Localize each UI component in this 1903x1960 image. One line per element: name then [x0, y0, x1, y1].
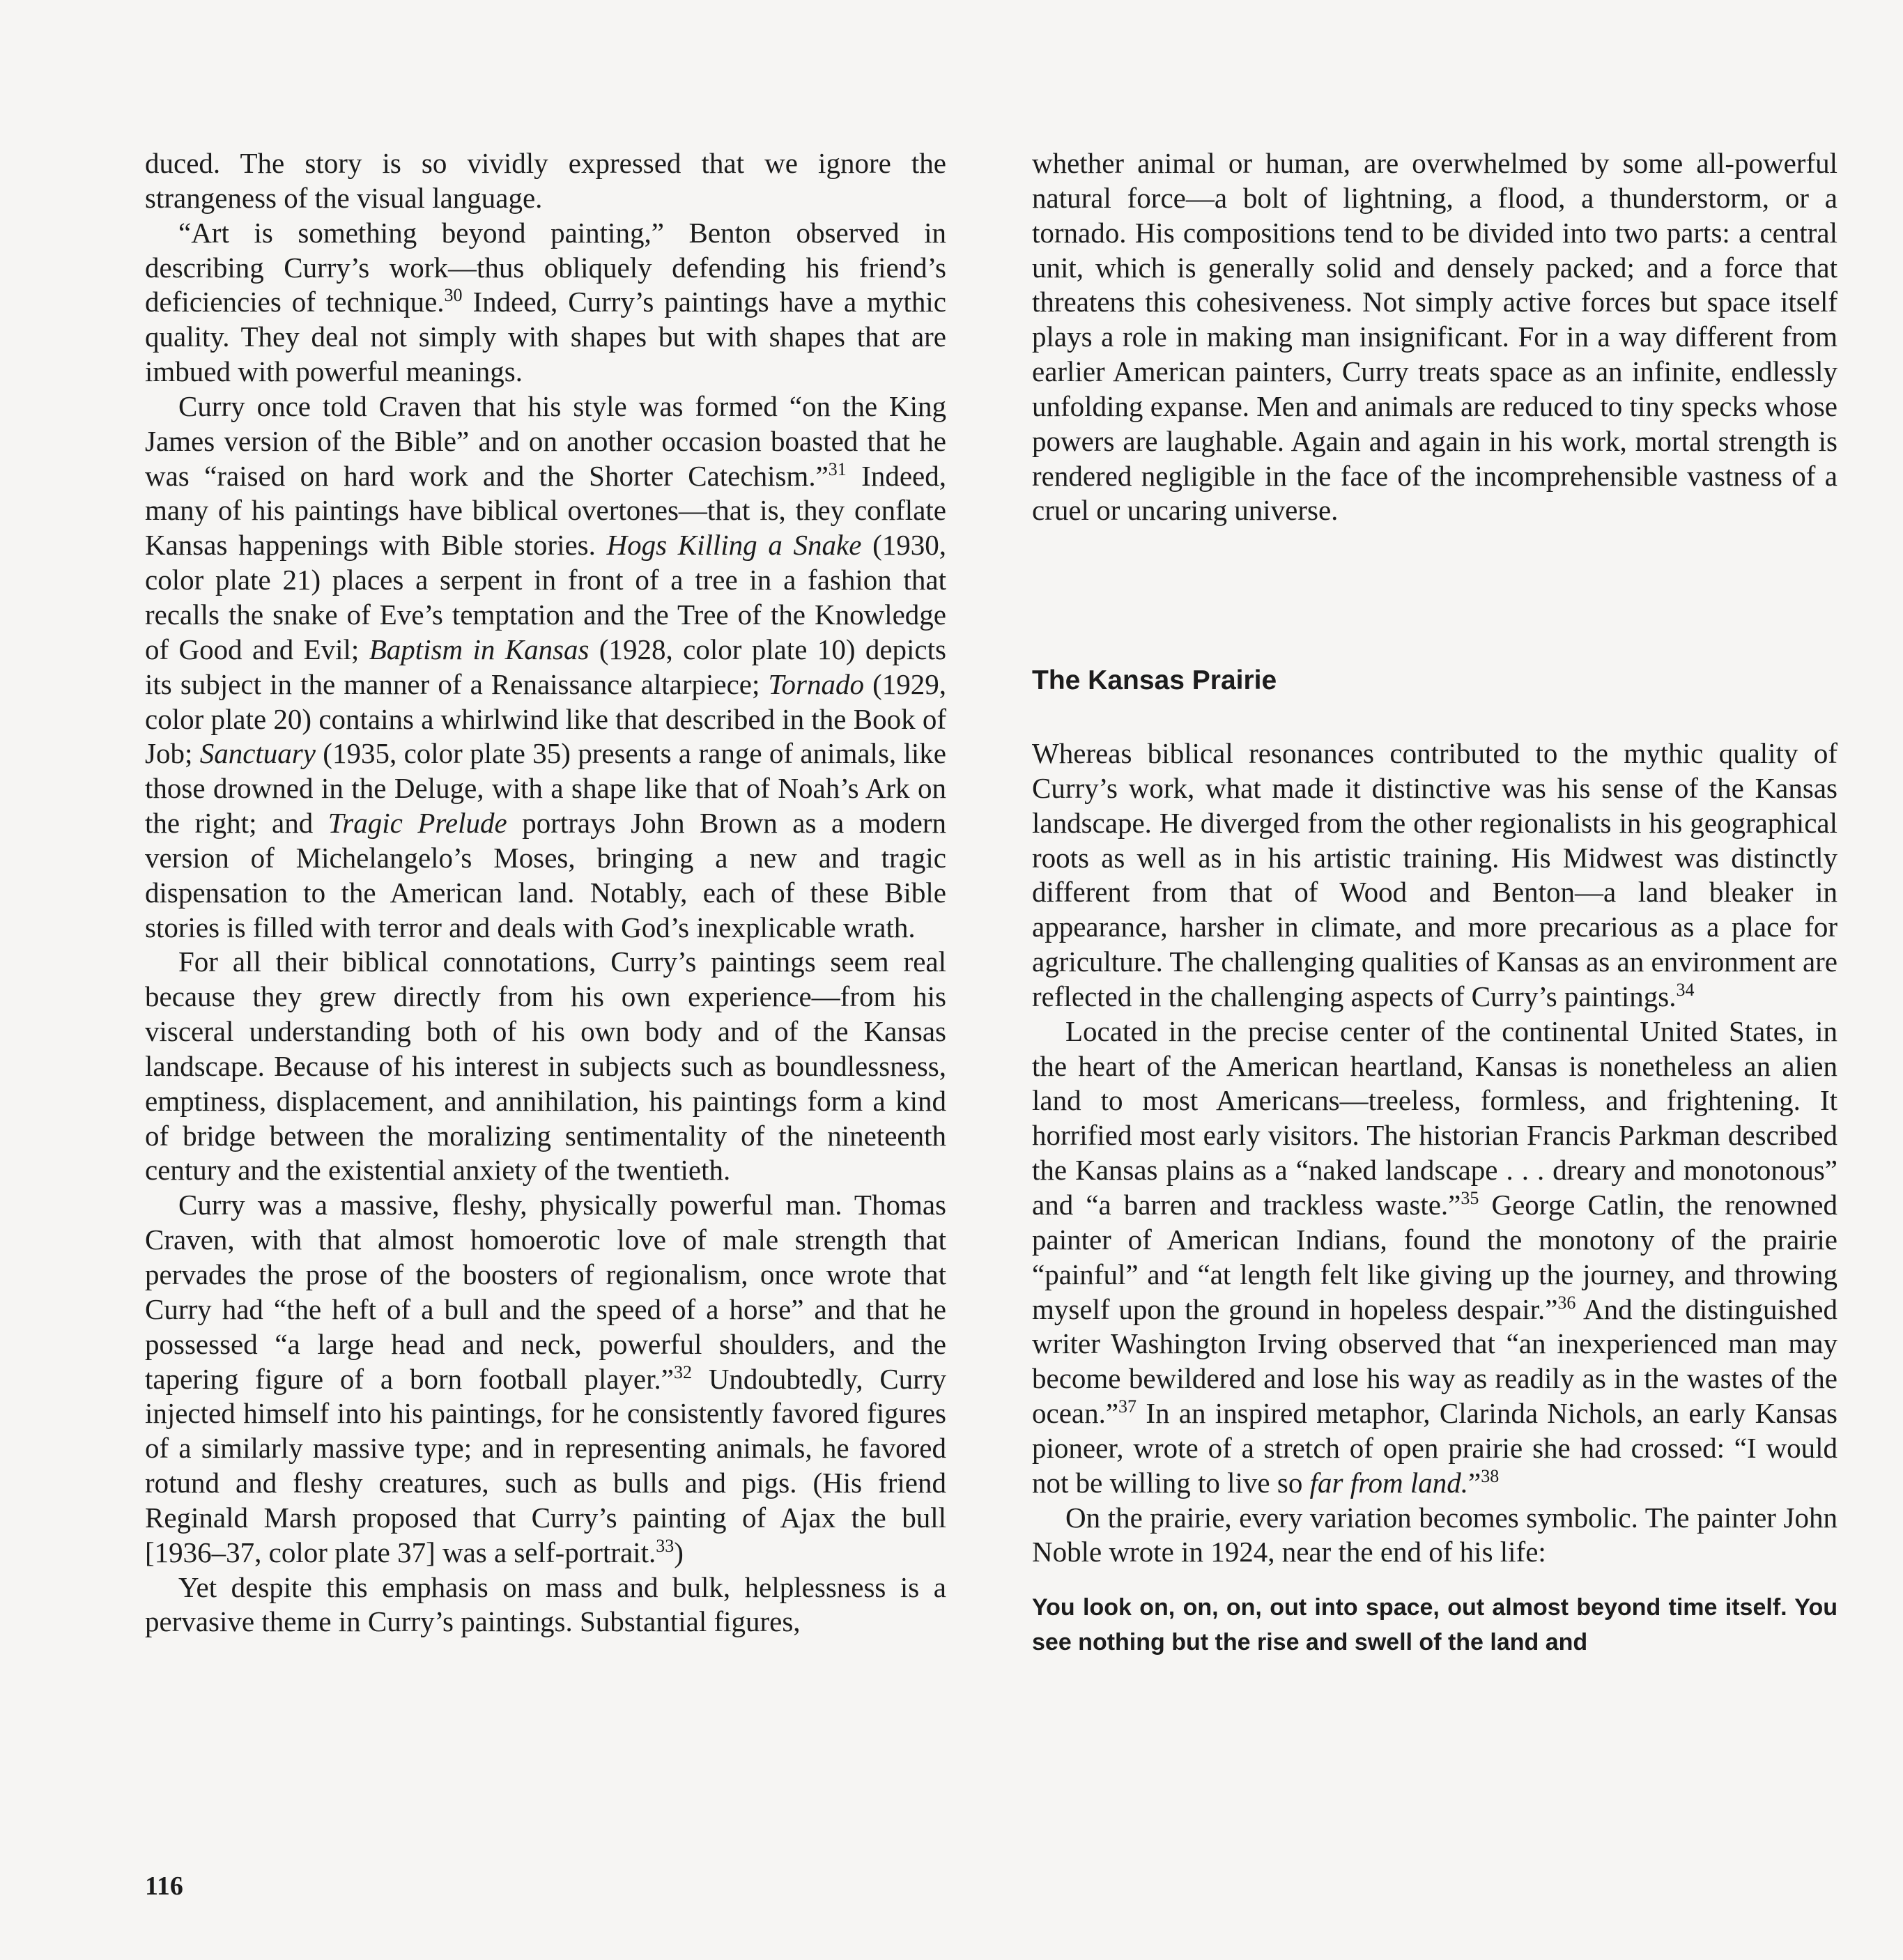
- paragraph-text: portrays John Brown as a modern version of Michelangelo’s Moses, bringing a new and tragic dispensation to the American land. Notably, each of these Bible stories is filled with terror and deals with God’s inexplicable wrath.: [145, 807, 946, 943]
- right-column-lower: [1032, 736, 1837, 1660]
- paragraph-text: whether animal or human, are overwhelmed by some all-powerful natural force—a bolt of lightning, a flood, a thunderstorm, or a tornado. His compositions tend to be divided into two parts: a central unit, which is generally solid and densely packed; and a force that threatens this cohesiveness. Not simply active forces but space itself plays a role in making man insignificant. For in a way different from earlier American painters, Curry treats space as an infinite, endlessly unfolding expanse. Men and animals are reduced to tiny specks whose powers are laughable. Again and again in his work, mortal strength is rendered negligible in the face of the incomprehensible vastness of a cruel or uncaring universe.: [1032, 147, 1837, 527]
- paragraph-text: Undoubtedly, Curry injected himself into his paintings, for he consistently favored figures of a similarly massive type; and in representing animals, he favored rotund and fleshy creatures, such as bulls and pigs. (His friend Reginald Marsh proposed that Curry’s painting of Ajax the bull [1936–37, color plate 37] was a self-portrait.: [145, 1362, 946, 1568]
- artwork-title: Tornado: [768, 668, 864, 700]
- paragraph: [1032, 1014, 1837, 1501]
- paragraph-text: duced. The story is so vividly expressed that we ignore the strangeness of the visual language.: [145, 147, 946, 214]
- block-quote: You look on, on, on, out into space, out almost beyond time itself. You see nothing but the rise and swell of the land and: [1032, 1594, 1837, 1656]
- paragraph-text: And the distinguished writer Washington Irving observed that “an inexperienced man may become bewildered and lose his way as readily as in the wastes of the ocean.”: [1032, 1292, 1837, 1430]
- footnote-marker: 38: [1481, 1465, 1500, 1486]
- footnote-marker: 32: [673, 1361, 692, 1382]
- paragraph-text: “Art is something beyond painting,” Benton observed in describing Curry’s work—thus obliquely defending his friend’s deficiencies of technique.: [145, 216, 946, 318]
- paragraph: [1032, 736, 1837, 1014]
- artwork-title: Sanctuary: [199, 737, 316, 770]
- paragraph-text: (1929, color plate 20) contains a whirlwind like that described in the Book of Job;: [145, 668, 946, 770]
- paragraph-text: ”: [1468, 1466, 1481, 1499]
- paragraph-text: Indeed, many of his paintings have biblical overtones—that is, they conflate Kansas happenings with Bible stories.: [145, 459, 946, 562]
- artwork-title: Hogs Killing a Snake: [606, 529, 862, 562]
- paragraph-text: On the prairie, every variation becomes symbolic. The painter John Noble wrote in 1924, near the end of his life:: [1032, 1501, 1837, 1568]
- paragraph-text: Indeed, Curry’s paintings have a mythic quality. They deal not simply with shapes but with shapes that are imbued with powerful meanings.: [145, 286, 946, 388]
- paragraph: [145, 216, 946, 389]
- paragraph-text: For all their biblical connotations, Curry’s paintings seem real because they grew directly from his own experience—from his visceral understanding both of his own body and of the Kansas landscape. Because of his interest in subjects such as boundlessness, emptiness, displacement, and annihilation, his paintings form a kind of bridge between the moralizing sentimentality of the nineteenth century and the existential anxiety of the twentieth.: [145, 946, 946, 1187]
- paragraph: [145, 1188, 946, 1570]
- paragraph: [1032, 1501, 1837, 1571]
- paragraph: [145, 146, 946, 216]
- paragraph-text: In an inspired metaphor, Clarinda Nichols, an early Kansas pioneer, wrote of a stretch of open prairie she had crossed: “I would not be willing to live so: [1032, 1397, 1837, 1499]
- paragraph-text: Curry was a massive, fleshy, physically powerful man. Thomas Craven, with that almost homoerotic love of male strength that pervades the prose of the boosters of regionalism, once wrote that Curry had “the heft of a bull and the speed of a horse” and that he possessed “a large head and neck, powerful shoulders, and the tapering figure of a born football player.”: [145, 1189, 946, 1395]
- footnote-marker: 34: [1676, 979, 1695, 1000]
- footnote-marker: 37: [1118, 1396, 1137, 1417]
- paragraph-text: (1928, color plate 10) depicts its subject in the manner of a Renaissance altarpiece;: [145, 633, 946, 700]
- paragraph-text: Whereas biblical resonances contributed to the mythic quality of Curry’s work, what made it distinctive was his sense of the Kansas landscape. He diverged from the other regionalists in his geographical roots as well as in his artistic training. His Midwest was distinctly different from that of Wood and Benton—a land bleaker in appearance, harsher in climate, and more precarious as a place for agriculture. The challenging qualities of Kansas as an environment are reflected in the challenging aspects of Curry’s paintings.: [1032, 737, 1837, 1012]
- artwork-title: Baptism in Kansas: [369, 633, 590, 665]
- page-number: 116: [145, 1872, 183, 1901]
- footnote-marker: 35: [1461, 1187, 1479, 1208]
- paragraph: [1032, 146, 1837, 528]
- right-column-upper: [1032, 146, 1837, 528]
- footnote-marker: 30: [444, 285, 463, 306]
- paragraph-text: Curry once told Craven that his style was formed “on the King James version of the Bible” and on another occasion boasted that he was “raised on hard work and the Shorter Catechism.”: [145, 389, 946, 492]
- section-heading: The Kansas Prairie: [1032, 665, 1277, 695]
- paragraph-text: Yet despite this emphasis on mass and bulk, helplessness is a pervasive theme in Curry’s paintings. Substantial figures,: [145, 1571, 946, 1638]
- paragraph-text: (1930, color plate 21) places a serpent in front of a tree in a fashion that recalls the snake of Eve’s temptation and the Tree of the Knowledge of Good and Evil;: [145, 529, 946, 665]
- paragraph-text: (1935, color plate 35) presents a range of animals, like those drowned in the Deluge, with a shape like that of Noah’s Ark on the right; and: [145, 737, 946, 840]
- paragraph: [145, 945, 946, 1188]
- paragraph-text: ): [674, 1536, 684, 1568]
- footnote-marker: 36: [1557, 1292, 1576, 1313]
- footnote-marker: 33: [656, 1535, 675, 1556]
- paragraph: [145, 1571, 946, 1640]
- artwork-title: Tragic Prelude: [328, 807, 507, 840]
- paragraph: [145, 389, 946, 946]
- left-column: [145, 146, 946, 1639]
- paragraph-text: George Catlin, the renowned painter of American Indians, found the monotony of the prairie “painful” and “at length felt like giving up the journey, and throwing myself upon the ground in hopeless despair.”: [1032, 1188, 1837, 1325]
- emphasized-text: far from land.: [1309, 1466, 1469, 1499]
- footnote-marker: 31: [828, 458, 847, 479]
- paragraph-text: Located in the precise center of the continental United States, in the heart of the American heartland, Kansas is nonetheless an alien land to most Americans—treeless, formless, and frightening. It horrified most early visitors. The historian Francis Parkman described the Kansas plains as a “naked landscape . . . dreary and monotonous” and “a barren and trackless waste.”: [1032, 1014, 1837, 1221]
